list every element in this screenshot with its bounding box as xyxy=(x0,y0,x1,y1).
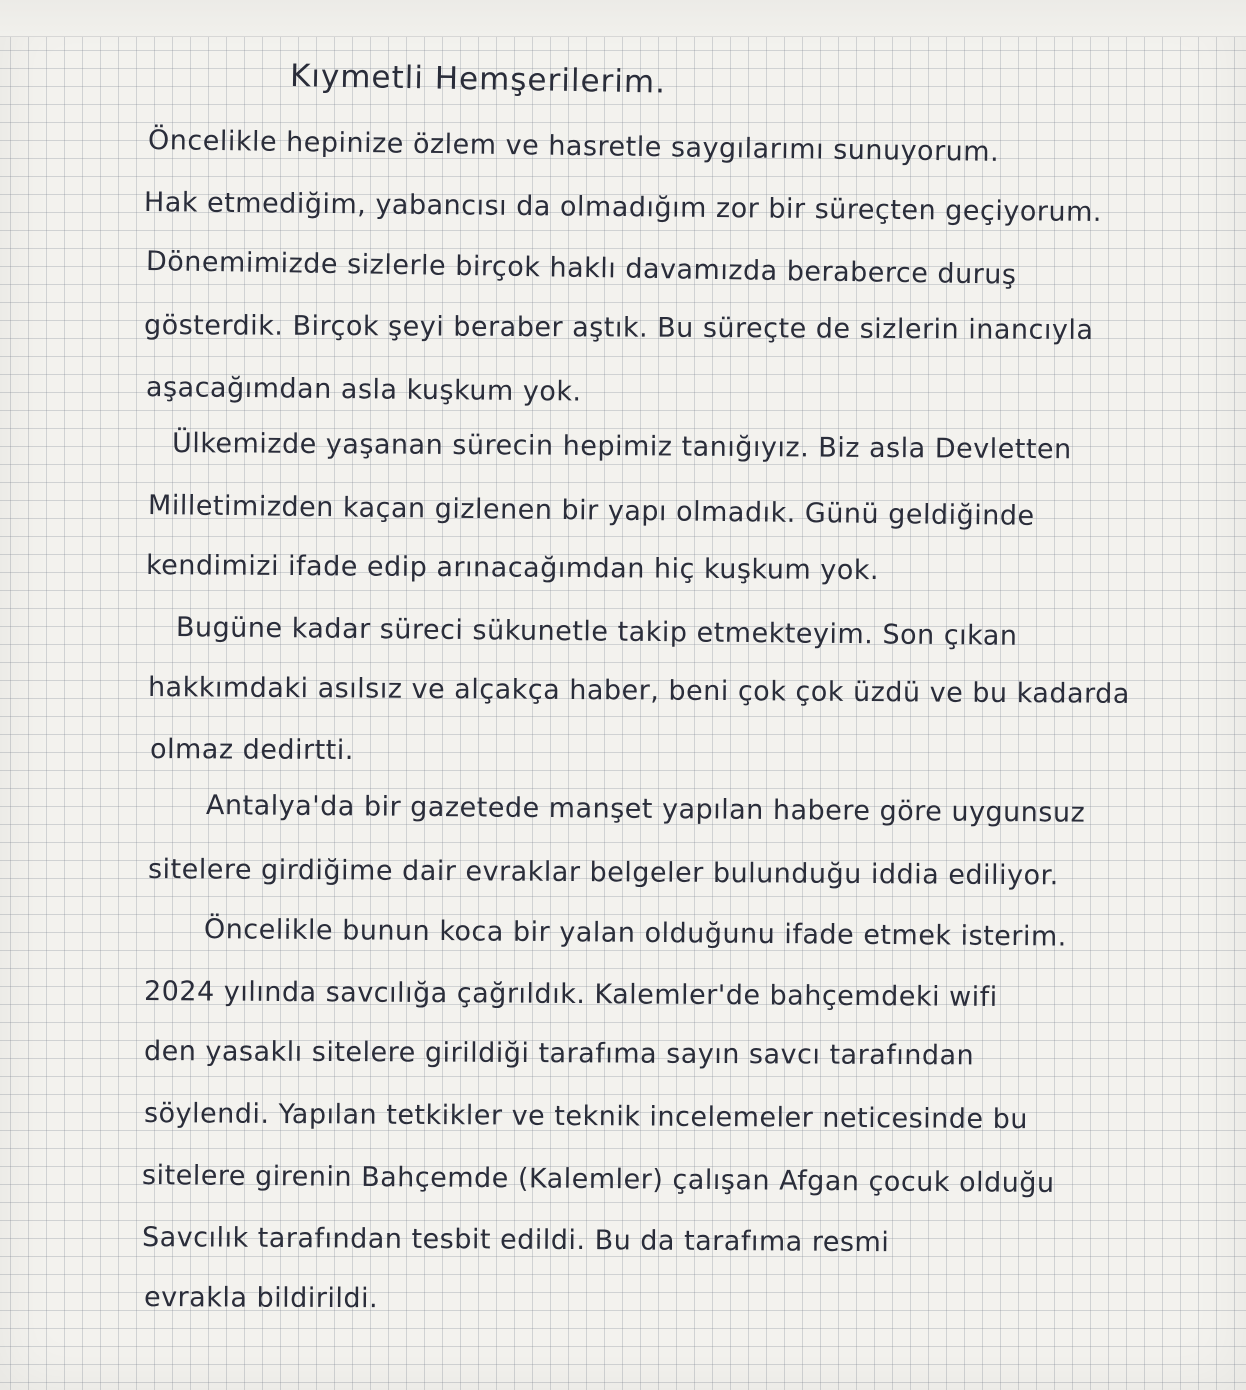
letter-line-11: olmaz dedirtti. xyxy=(149,734,354,767)
letter-line-7: Milletimizden kaçan gizlenen bir yapı olmadık. Günü geldiğinde xyxy=(147,490,1035,532)
letter-line-8: kendimizi ifade edip arınacağımdan hiç kuşkum yok. xyxy=(145,550,880,587)
letter-line-3: Dönemimizde sizlerle birçok haklı davamızda beraberce duruş xyxy=(145,246,1017,291)
letter-line-13: sitelere girdiğime dair evraklar belgeler bulunduğu iddia ediliyor. xyxy=(147,854,1059,892)
letter-line-4: gösterdik. Birçok şeyi beraber aştık. Bu süreçte de sizlerin inancıyla xyxy=(143,310,1094,346)
letter-line-14: Öncelikle bunun koca bir yalan olduğunu ifade etmek isterim. xyxy=(203,914,1067,953)
letter-line-10: hakkımdaki asılsız ve alçakça haber, beni çok çok üzdü ve bu kadarda xyxy=(147,672,1130,710)
letter-line-16: den yasaklı sitelere girildiği tarafıma sayın savcı tarafından xyxy=(143,1036,975,1072)
letter-line-1: Öncelikle hepinize özlem ve hasretle saygılarımı sunuyorum. xyxy=(147,125,1000,168)
letter-line-18: sitelere girenin Bahçemde (Kalemler) çalışan Afgan çocuk olduğu xyxy=(141,1160,1055,1199)
letter-title: Kıymetli Hemşerilerim. xyxy=(289,58,667,101)
letter-line-17: söylendi. Yapılan tetkikler ve teknik incelemeler neticesinde bu xyxy=(143,1098,1029,1136)
letter-line-20: evrakla bildirildi. xyxy=(143,1282,379,1315)
letter-line-2: Hak etmediğim, yabancısı da olmadığım zor bir süreçten geçiyorum. xyxy=(143,187,1103,229)
letter-line-12: Antalya'da bir gazetede manşet yapılan habere göre uygunsuz xyxy=(205,790,1086,829)
letter-line-9: Bugüne kadar süreci sükunetle takip etmekteyim. Son çıkan xyxy=(175,612,1018,652)
letter-line-5: aşacağımdan asla kuşkum yok. xyxy=(145,372,582,408)
letter-line-6: Ülkemizde yaşanan sürecin hepimiz tanığıyız. Biz asla Devletten xyxy=(171,428,1072,466)
letter-line-19: Savcılık tarafından tesbit edildi. Bu da tarafıma resmi xyxy=(141,1222,890,1259)
letter-line-15: 2024 yılında savcılığa çağrıldık. Kalemler'de bahçemdeki wifi xyxy=(143,976,998,1013)
